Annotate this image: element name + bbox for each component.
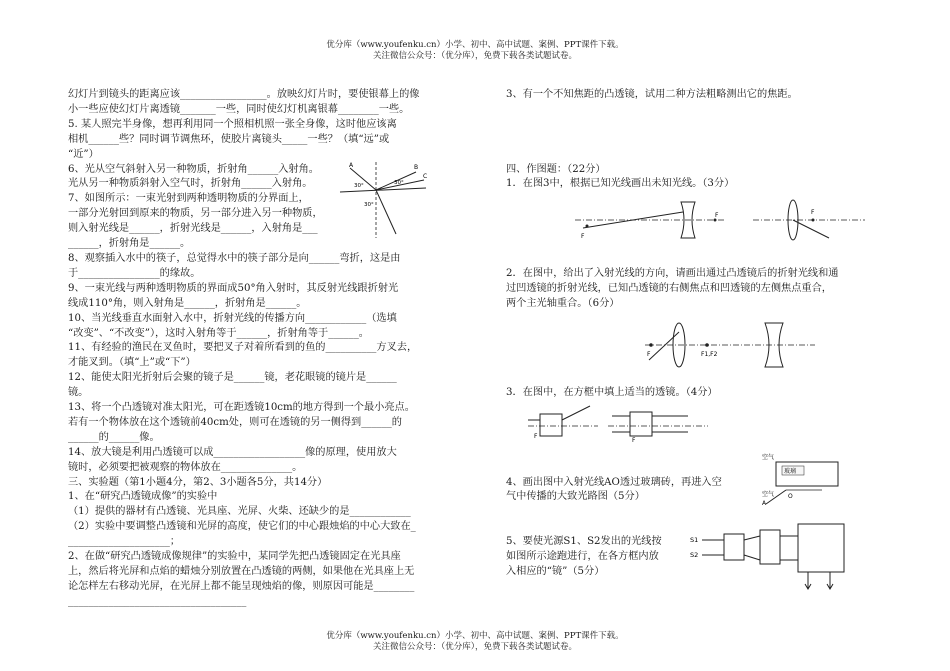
source-s1-label: S1 xyxy=(690,536,699,544)
angle-label: 30° xyxy=(364,202,374,208)
text-line: 10、当光线垂直水面射入水中，折射光线的传播方向____________（选填 xyxy=(68,312,397,324)
text-line: 若有一个物体放在这个透镜前40cm处，则可在透镜的另一侧得到______的 xyxy=(68,416,402,428)
text-line: 9、一束光线与两种透明物质的界面成50°角入射时，其反射光线跟折射光 xyxy=(68,282,399,294)
page-header xyxy=(0,40,950,62)
draw1-lens-figure xyxy=(575,198,865,244)
text-line: 幻灯片到镜头的距离应该_________________。放映幻灯片时，要使银幕上的像 xyxy=(68,89,420,100)
text-line: 相机______些？同时调节调焦环，使胶片离镜头_____一些？（填“远”或 xyxy=(68,133,390,145)
text-line: “近”） xyxy=(68,148,99,160)
text-line: 两个主光轴重合。（6分） xyxy=(506,297,620,309)
point-a-label: A xyxy=(762,500,767,506)
text-line: ______的______像。 xyxy=(68,431,160,443)
text-line: 2．在图中，给出了入射光线的方向，请画出通过凸透镜后的折射光线和通 xyxy=(506,267,839,279)
text-line: “改变”、“不改变”），这时入射角等于______，折射角等于______。 xyxy=(68,327,369,339)
text-line: 1．在图3中，根据已知光线画出未知光线。（3分） xyxy=(506,178,735,190)
text-line: 镜。 xyxy=(68,387,89,399)
page-footer xyxy=(0,631,950,653)
label-c: C xyxy=(423,173,428,180)
angle-label: 30° xyxy=(354,183,364,189)
text-line: ______，折射角是______。 xyxy=(68,238,191,250)
text-line: 过凹透镜的折射光线，已知凸透镜的右侧焦点和凹透镜的左侧焦点重合， xyxy=(506,282,832,294)
label-a: A xyxy=(349,162,354,169)
text-line: 光从另一种物质斜射入空气时，折射角______入射角。 xyxy=(68,178,313,190)
focus-label: F xyxy=(632,437,636,444)
text-line: 5. 某人照完半身像，想再利用同一个照相机照一张全身像，这时他应该离 xyxy=(68,118,397,130)
text-line: 1、在“研究凸透镜成像”的实验中 xyxy=(68,491,218,503)
text-line: （1）提供的器材有凸透镜、光具座、光屏、火柴、还缺少的是____________ xyxy=(68,506,411,518)
text-line: 气中传播的大致光路图（5分） xyxy=(506,491,645,503)
text-line: 3．在图中，在方框中填上适当的透镜。（4分） xyxy=(506,387,718,399)
text-line: 3、有一个不知焦距的凸透镜，试用二种方法粗略测出它的焦距。 xyxy=(506,89,798,100)
focus-label: F1,F2 xyxy=(701,351,718,358)
text-line: 一部分光射回到原来的物质，另一部分进入另一种物质， xyxy=(68,208,323,220)
focus-label: F xyxy=(647,351,651,358)
text-line: 11、有经验的渔民在叉鱼时，要把叉子对着所看到的鱼的__________方叉去， xyxy=(68,342,418,354)
draw2-lens-figure xyxy=(645,318,815,370)
text-line: 5、要使光源S1、S2发出的光线按 xyxy=(506,536,662,548)
header-line-2: 关注微信公众号：（优分库），免费下载各类试题试卷。 xyxy=(372,51,577,61)
point-o-label: O xyxy=(788,493,793,500)
focus-label: F xyxy=(811,209,815,216)
text-line: 才能叉到。（填“上”或“下”） xyxy=(68,357,196,369)
text-line: 上，然后将光屏和点焰的蜡烛分别放置在凸透镜的两侧，如果他在光具座上无 xyxy=(68,566,415,577)
text-line xyxy=(506,103,886,118)
text-line: 13、将一个凸透镜对准太阳光，可在距透镜10cm的地方得到一个最小亮点。 xyxy=(68,402,415,414)
text-line xyxy=(506,371,886,386)
q7-reflection-figure xyxy=(336,158,428,240)
text-line xyxy=(506,133,886,148)
text-line: 2、在做“研究凸透镜成像规律”的实验中，某同学先把凸透镜固定在光具座 xyxy=(68,551,401,563)
air-label: 空气 xyxy=(762,454,775,461)
text-line xyxy=(506,148,886,163)
text-line xyxy=(506,252,886,267)
text-line: 则入射光线是______，折射光线是______，入射角是___ xyxy=(68,223,318,235)
text-line: ___________________________________ xyxy=(68,595,247,607)
text-line: 4、画出图中入射光线AO透过玻璃砖，再进入空 xyxy=(506,476,722,488)
angle-label: 30° xyxy=(394,180,404,186)
text-line: 入相应的“镜”（5分） xyxy=(506,566,605,577)
focus-label: F xyxy=(581,233,585,240)
text-line: 如图所示途跑进行，在各方框内放 xyxy=(506,551,659,563)
text-line xyxy=(506,505,886,520)
draw5-mirror-figure xyxy=(690,520,860,592)
text-line: （2）实验中要调整凸透镜和光屏的高度，使它们的中心跟烛焰的中心大致在_ xyxy=(68,521,416,533)
source-s2-label: S2 xyxy=(690,551,699,559)
text-line: 小一些应使幻灯片离透镜_______一些，同时使幻灯机离银幕________一些。 xyxy=(68,103,410,115)
glass-label: 玻璃 xyxy=(784,468,797,475)
focus-label: F xyxy=(715,212,719,219)
label-b: B xyxy=(414,164,419,171)
draw3-box-figure xyxy=(528,402,708,444)
text-line: 于________________的缘故。 xyxy=(68,267,201,279)
text-line: 线成110°角，则入射角是______，折射角是______。 xyxy=(68,297,307,309)
footer-line-1: 优分库（www.youfenku.cn）小学、初中、高中试题、案例、PPT课件下载。 xyxy=(326,631,624,641)
text-line: ____________________； xyxy=(68,536,181,548)
text-line: 12、能使太阳光折射后会聚的镜子是______镜，老花眼镜的镜片是______ xyxy=(68,372,397,384)
text-line: 三、实验题（第1小题4分，第2、3小题各5分，共14分） xyxy=(68,476,328,488)
text-line: 7、如图所示：一束光射到两种透明物质的分界面上， xyxy=(68,193,309,205)
text-line: 论怎样左右移动光屏，在光屏上都不能呈现烛焰的像，则原因可能是________ xyxy=(68,580,415,592)
text-line: 6、光从空气斜射入另一种物质，折射角______入射角。 xyxy=(68,163,319,175)
draw4-glass-figure xyxy=(760,452,842,506)
text-line: 镜时，必须要把被观察的物体放在______________。 xyxy=(68,461,303,473)
text-line xyxy=(506,118,886,133)
text-line: 四、作图题：（22分） xyxy=(506,163,606,175)
focus-label: F xyxy=(534,433,538,440)
text-line: 8、观察插入水中的筷子，总觉得水中的筷子部分是向______弯折，这是由 xyxy=(68,252,401,264)
air-label: 空气 xyxy=(762,491,775,498)
text-line: 14、放大镜是利用凸透镜可以成__________________像的原理，使用放大 xyxy=(68,446,397,458)
footer-line-2: 关注微信公众号：（优分库），免费下载各类试题试卷。 xyxy=(372,642,577,652)
header-line-1: 优分库（www.youfenku.cn）小学、初中、高中试题、案例、PPT课件下载。 xyxy=(326,40,624,50)
